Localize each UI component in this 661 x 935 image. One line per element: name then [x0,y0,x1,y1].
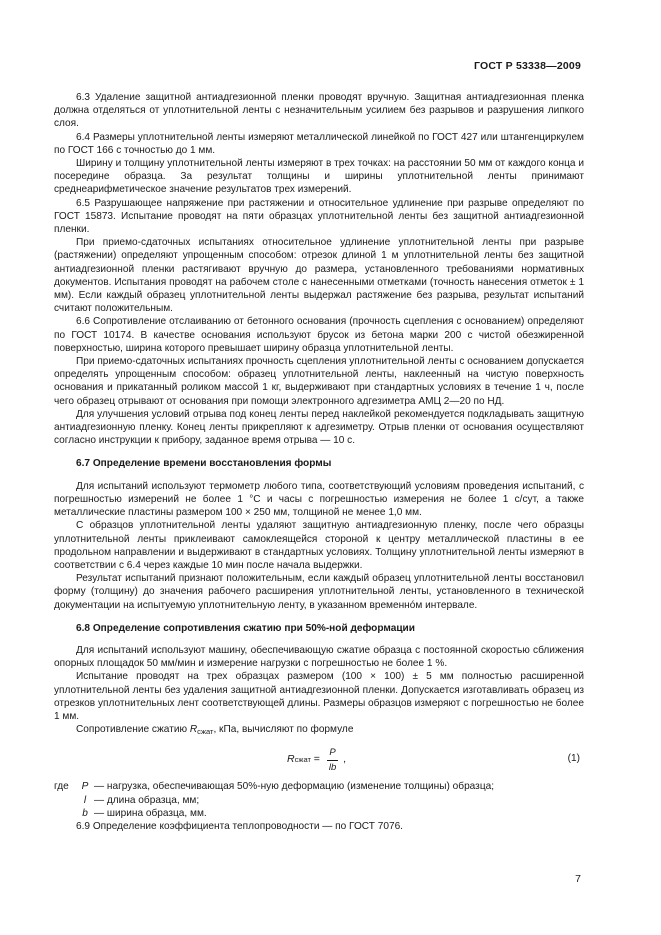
standard-header: ГОСТ Р 53338—2009 [473,60,581,72]
paragraph-6-6: 6.6 Сопротивление отслаиванию от бетонного основания (прочность сцепления с основанием) определяют по ГОСТ 10174. В качестве основания используют брусок из бетона марки 200 с чистой обезжиренной поверхностью, ширина которого превышает ширину образца уплотнительной ленты. [54,316,584,354]
paragraph-6-4-measure: Ширину и толщину уплотнительной ленты измеряют в трех точках: на расстоянии 50 мм от каждого конца и посередине образца. За результат толщины и ширины уплотнительной ленты принимают среднеарифметическое значение результатов трех измерений. [54,158,584,196]
paragraph-6-6-simplified: При приемо-сдаточных испытаниях прочность сцепления уплотнительной ленты с основанием допускается определять упрощенным способом: образец уплотнительной ленты, наклеенный на чистую поверхность основания и прикатанный роликом массой 1 кг, выдерживают при стандартных условиях в течение 1 ч, после чего образец отрывают от основания при помощи электронного адгезиметра АМЦ 2—20 по НД. [54,356,584,407]
section-6-7-heading: 6.7 Определение времени восстановления формы [76,458,332,470]
paragraph-6-7-result: Результат испытаний признают положительным, если каждый образец уплотнительной ленты восстановил форму (толщину) до значения рабочего расширения уплотнительной ленты, установленного в технической документации на испытуемую уплотнительную ленту, в указанном временнóм интервале. [54,573,584,611]
page-content [54,91,584,833]
formula-number: (1) [567,753,580,765]
formula-fraction: $\frac{P}{lb}$ [328,747,337,773]
paragraph-6-8-procedure: Испытание проводят на трех образцах размером (100 × 100) ± 5 мм полностью расширенной уплотнительной ленты без удаления защитной антиадгезионной пленки. Допускается изготавливать образец из отрезков уплотнительных лент соответствующей длины. Размеры образцов измеряют с погрешностью не более 1 мм. [54,671,584,722]
formula-intro: Сопротивление сжатию $R_{сжат}$, кПа, вычисляют по формуле [76,724,354,737]
formula-1 [54,744,584,776]
paragraph-6-8-equipment: Для испытаний используют машину, обеспечивающую сжатие образца с постоянной скоростью сближения опорных площадок 50 мм/мин и измерение нагрузки с погрешностью не более 1 %. [54,644,584,670]
where-row-l: l — длина образца, мм; [83,794,200,806]
paragraph-6-4: 6.4 Размеры уплотнительной ленты измеряют металлической линейкой по ГОСТ 427 или штангенциркулем по ГОСТ 166 с точностью до 1 мм. [54,131,584,156]
page-number: 7 [575,873,581,885]
paragraph-6-7-equipment: Для испытаний используют термометр любого типа, соответствующий условиям проведения испытаний, с погрешностью измерений не более 1 °C и часы с погрешностью измерения не более 1 с/сут, а также металлические пластины размером 100 × 250 мм, толщиной не менее 1,0 мм. [54,480,584,519]
paragraph-6-5-simplified: При приемо-сдаточных испытаниях относительное удлинение уплотнительной ленты при разрыве (растяжении) определяют упрощенным способом: отрезок длиной 1 м уплотнительной ленты без защитной антиадгезионной пленки растягивают вручную до размера, установленного требованиями нормативных документов. Испытания проводят на рабочем столе с нанесенными отметками (точность нанесения отметок ± 1 мм). Если каждый образец уплотнительной ленты выдержал растяжение без разрыва, результат испытаний считают положительным. [54,237,584,315]
paragraph-6-3: 6.3 Удаление защитной антиадгезионной пленки проводят вручную. Защитная антиадгезионная пленка должна отделяться от уплотнительной ленты с незначительным усилием без разрывов и разрушения липкого слоя. [54,92,584,130]
paragraph-6-7-procedure: С образцов уплотнительной ленты удаляют защитную антиадгезионную пленку, после чего образцы уплотнительной ленты приклеивают самоклеящейся стороной к центру металлической пластины в ее продольном направлении и выдерживают в стандартных условиях. Толщину уплотнительной ленты измеряют в соответствии с 6.4 через каждые 10 мин после начала выдержки. [54,520,584,571]
paragraph-6-6-improvement: Для улучшения условий отрыва под конец ленты перед наклейкой рекомендуется подкладывать защитную антиадгезионную пленку. Конец ленты прикрепляют к адгезиметру. Отрыв пленки от основания осуществляют согласно инструкции к прибору, заданное время отрыва — 10 с. [54,408,584,447]
where-row-p: где P — нагрузка, обеспечивающая 50%-ную деформацию (изменение толщины) образца; [54,781,495,793]
where-row-b: b — ширина образца, мм. [82,807,207,819]
formula-expression: R сжат = $\frac{P}{lb}$ , [287,747,347,773]
paragraph-6-5: 6.5 Разрушающее напряжение при растяжении и относительное удлинение при разрыве определяют по ГОСТ 15873. Испытание проводят на пяти образцах уплотнительной ленты без защитной антиадгезионной пленки. [54,197,584,236]
section-6-8-heading: 6.8 Определение сопротивления сжатию при 50%-ной деформации [76,622,415,634]
paragraph-6-9: 6.9 Определение коэффициента теплопроводности — по ГОСТ 7076. [76,820,403,832]
